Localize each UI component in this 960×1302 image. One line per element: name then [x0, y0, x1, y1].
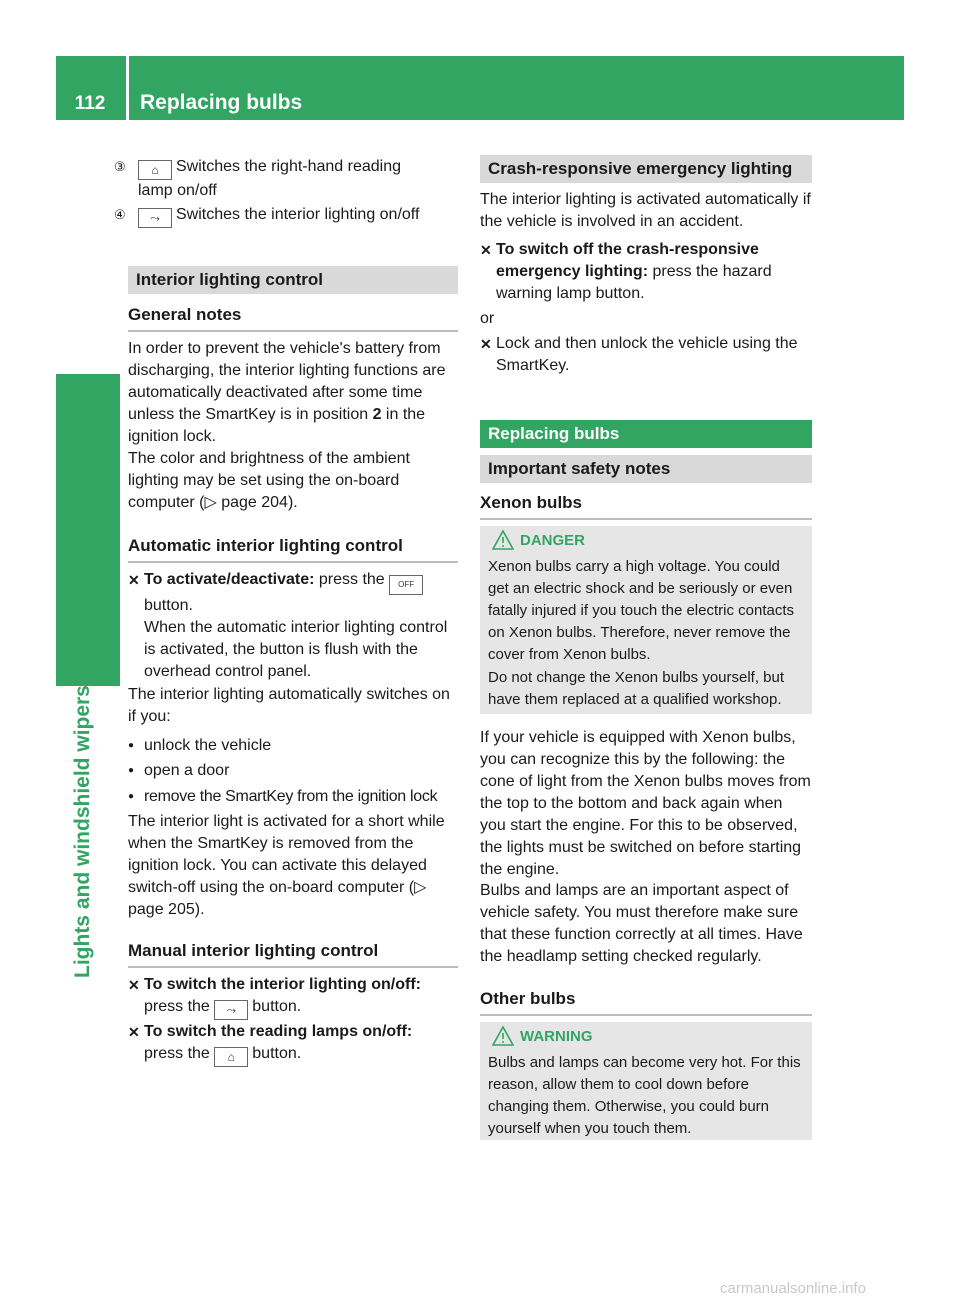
- step-marker-icon: ✕: [128, 1024, 140, 1040]
- danger-label: DANGER: [520, 532, 586, 549]
- paragraph: The interior lighting is activated automatically if the vehicle is involved in an accident.: [480, 191, 811, 230]
- paragraph: In order to prevent the vehicle's battery from discharging, the interior lighting functions are automatically deactivated after some time unless the SmartKey is in position 2 in the ignition lock.: [128, 340, 446, 445]
- subsection-heading: Manual interior lighting control: [128, 939, 458, 968]
- danger-text: Xenon bulbs carry a high voltage. You could get an electric shock and be seriously or even fatally injured if you touch the electric contacts on Xenon bulbs. Therefore, never remove the cover from Xenon bulbs.: [488, 558, 794, 663]
- callout-number: ③: [114, 159, 126, 174]
- section-heading: Crash-responsive emergency lighting: [480, 155, 812, 183]
- warning-box: [480, 1022, 812, 1140]
- page-title: Replacing bulbs: [140, 91, 303, 114]
- danger-box: [480, 526, 812, 714]
- interior-light-icon: ⤳: [214, 1000, 248, 1020]
- warning-triangle-icon: [492, 1026, 514, 1046]
- paragraph: The interior light is activated for a short while when the SmartKey is removed from the ignition lock. You can activate this delayed switch-off using the on-board computer (▷ page 205).: [128, 813, 445, 918]
- interior-light-icon: ⤳: [138, 208, 172, 228]
- item-text: Switches the interior lighting on/off: [176, 206, 420, 223]
- paragraph: Bulbs and lamps are an important aspect of vehicle safety. You must therefore make sure that these function correctly at all times. Have the headlamp setting checked regularly.: [480, 882, 803, 965]
- page-number: 112: [74, 93, 106, 114]
- paragraph: or: [480, 310, 495, 327]
- warning-text: Bulbs and lamps can become very hot. For this reason, allow them to cool down before changing them. Otherwise, you could burn yourself when you touch them.: [488, 1054, 801, 1137]
- paragraph: If your vehicle is equipped with Xenon bulbs, you can recognize this by the following: the cone of light from the Xenon bulbs moves from the top to the bottom and back again when you start the engine. For this to be observed, the lights must be switched on before starting the engine.: [480, 729, 811, 878]
- auto-light-button-icon: OFF: [389, 575, 423, 595]
- subsection-heading: Automatic interior lighting control: [128, 534, 458, 563]
- subsection-heading: Xenon bulbs: [480, 491, 812, 520]
- step-marker-icon: ✕: [480, 242, 492, 258]
- chapter-label: Lights and windshield wipers: [71, 685, 94, 978]
- subsection-heading: General notes: [128, 303, 458, 332]
- warning-label: WARNING: [520, 1028, 593, 1045]
- section-heading: Important safety notes: [480, 455, 812, 483]
- reading-lamp-icon: ⌂: [138, 160, 172, 180]
- step-marker-icon: ✕: [128, 572, 140, 588]
- subsection-heading: Other bulbs: [480, 987, 812, 1016]
- step-marker-icon: ✕: [480, 336, 492, 352]
- item-text: lamp on/off: [138, 182, 217, 199]
- item-text: Switches the right-hand reading: [176, 158, 402, 175]
- header-divider: [126, 56, 129, 120]
- chapter-tab: [56, 374, 120, 686]
- paragraph: The color and brightness of the ambient lighting may be set using the on-board computer (▷ page 204).: [128, 450, 410, 511]
- callout-number: ④: [114, 207, 126, 222]
- reading-lamp-icon: ⌂: [214, 1047, 248, 1067]
- chapter-heading: Replacing bulbs: [480, 420, 812, 448]
- danger-text: Do not change the Xenon bulbs yourself, but have them replaced at a qualified workshop.: [488, 669, 785, 708]
- section-heading: Interior lighting control: [128, 266, 458, 294]
- paragraph: The interior lighting automatically switches on if you:: [128, 686, 450, 725]
- step-marker-icon: ✕: [128, 977, 140, 993]
- watermark: carmanualsonline.info: [720, 1280, 866, 1297]
- warning-triangle-icon: [492, 530, 514, 550]
